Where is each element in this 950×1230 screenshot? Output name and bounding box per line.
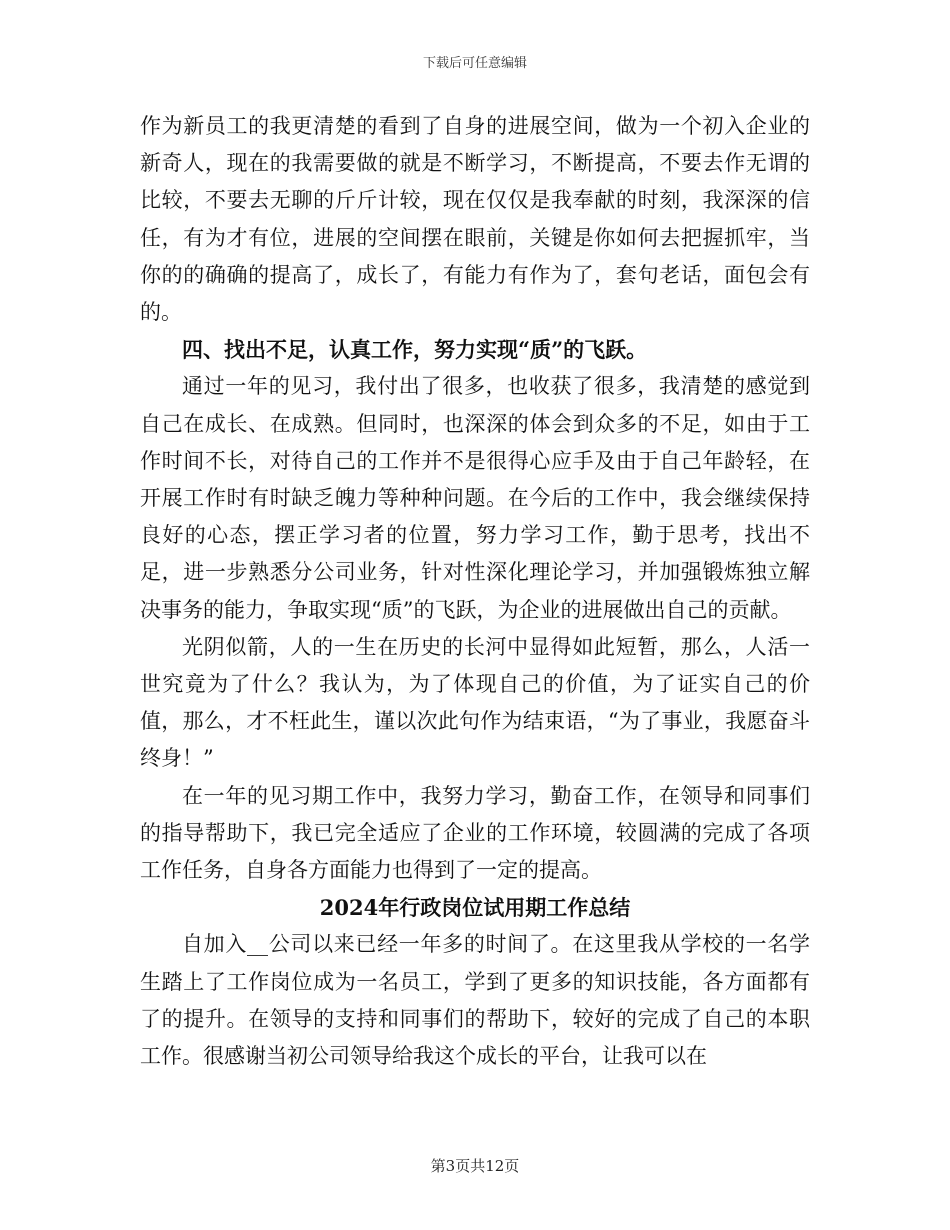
page-number: 第3页共12页: [430, 1157, 520, 1175]
section-heading: 四、找出不足，认真工作，努力实现“质”的飞跃。: [182, 337, 648, 363]
body-paragraph: 通过一年的见习，我付出了很多，也收获了很多，我清楚的感觉到自己在成长、在成熟。但同时，也深深的体会到众多的不足，如由于工作时间不长，对待自己的工作并不是很得心应手及由于自己年龄轻，在开展工作时有时缺乏魄力等种种问题。在今后的工作中，我会继续保持良好的心态，摆正学习者的位置，努力学习工作，勤于思考，找出不足，进一步熟悉分公司业务，针对性深化理论学习，并加强锻炼独立解决事务的能力，争取实现“质”的飞跃，为企业的进展做出自己的贡献。: [140, 374, 810, 622]
body-paragraph: 在一年的见习期工作中，我努力学习，勤奋工作，在领导和同事们的指导帮助下，我已完全适应了企业的工作环境，较圆满的完成了各项工作任务，自身各方面能力也得到了一定的提高。: [140, 783, 810, 883]
document-title: 2024年行政岗位试用期工作总结: [319, 895, 631, 921]
body-paragraph: 作为新员工的我更清楚的看到了自身的进展空间，做为一个初入企业的新奇人，现在的我需要做的就是不断学习，不断提高，不要去作无谓的比较，不要去无聊的斤斤计较，现在仅仅是我奉献的时刻，我深深的信任，有为才有位，进展的空间摆在眼前，关键是你如何去把握抓牢，当你的的确确的提高了，成长了，有能力有作为了，套句老话，面包会有的。: [140, 114, 810, 325]
body-paragraph: 光阴似箭，人的一生在历史的长河中显得如此短暂，那么，人活一世究竟为了什么？我认为，为了体现自己的价值，为了证实自己的价值，那么，才不枉此生，谨以次此句作为结束语，“为了事业，我愿奋斗终身！”: [140, 634, 810, 771]
document-body: [140, 108, 810, 1075]
page-header: 下载后可任意编辑: [422, 56, 527, 71]
body-paragraph: 自加入__公司以来已经一年多的时间了。在这里我从学校的一名学生踏上了工作岗位成为一名员工，学到了更多的知识技能，各方面都有了的提升。在领导的支持和同事们的帮助下，较好的完成了自己的本职工作。很感谢当初公司领导给我这个成长的平台，让我可以在: [140, 932, 810, 1069]
